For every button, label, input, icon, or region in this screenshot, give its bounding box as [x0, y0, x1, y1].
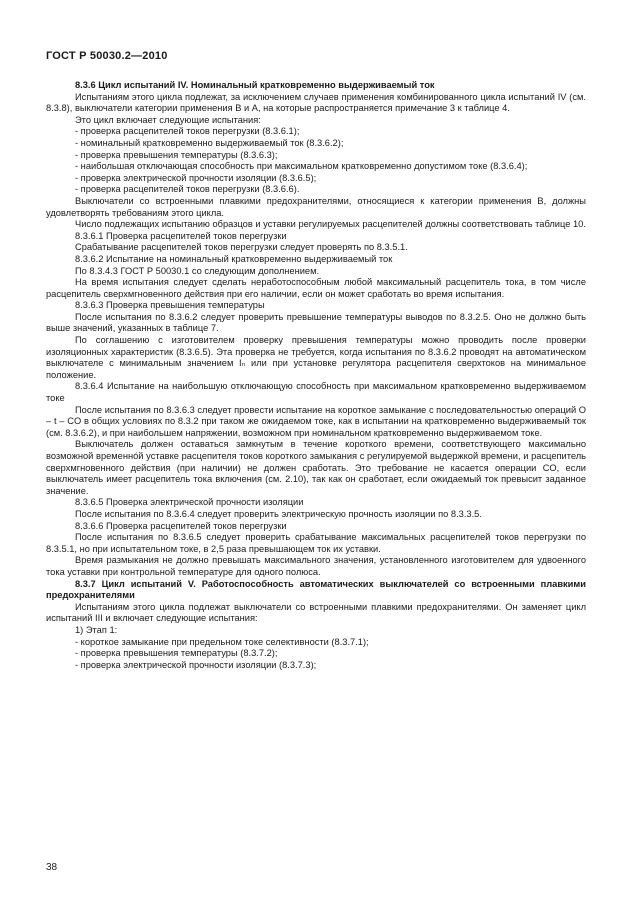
paragraph: - короткое замыкание при предельном токе селективности (8.3.7.1);	[75, 636, 369, 647]
paragraph: 8.3.6.3 Проверка превышения температуры	[75, 300, 265, 311]
paragraph: - проверка расцепителей токов перегрузки (8.3.6.1);	[75, 126, 300, 137]
paragraph: По 8.3.4.3 ГОСТ Р 50030.1 со следующим дополнением.	[75, 265, 320, 276]
paragraph: Выключатель должен оставаться замкнутым в течение короткого времени, соответствующего максимально возможной временнóй уставке расцепителя токов короткого замыкания с регулируемой выдержкой времени, и расцепитель сверхмгновенного действия (при наличии) не должен сработать. Это требование не касается операции CO, если выключатель имеет расцепитель тока включения (см. 2.10), так как он сработает, если ожидаемый ток превысит заданное значение.	[46, 439, 586, 496]
paragraph: - проверка электрической прочности изоляции (8.3.7.3);	[75, 659, 317, 670]
paragraph: - проверка превышения температуры (8.3.7.2);	[75, 648, 278, 659]
paragraph: 8.3.6.1 Проверка расцепителей токов перегрузки	[75, 230, 287, 241]
paragraph: - наибольшая отключающая способность при максимальном кратковременно допустимом токе (8.3.6.4);	[75, 161, 528, 172]
document-body	[46, 80, 586, 671]
paragraph: После испытания по 8.3.6.3 следует провести испытание на короткое замыкание с последовательностью операций O – t – CO в общих условиях по 8.3.2 при таком же ожидаемом токе, как в испытании на кратковременно выдерживаемый ток (см. 8.3.6.2), и при наибольшем напряжении, возможном при номинальном кратковременно выдерживаемом токе.	[46, 404, 586, 438]
paragraph: 8.3.7 Цикл испытаний V. Работоспособность автоматических выключателей со встроенными плавкими предохранителями	[46, 578, 586, 601]
paragraph: - номинальный кратковременно выдерживаемый ток (8.3.6.2);	[75, 137, 344, 148]
page-header: ГОСТ Р 50030.2—2010	[46, 50, 168, 62]
paragraph: После испытания по 8.3.6.2 следует проверить превышение температуры выводов по 8.3.2.5. Оно не должно быть выше значений, указанных в таблице 7.	[46, 311, 586, 334]
paragraph: Это цикл включает следующие испытания:	[75, 114, 261, 125]
paragraph: Выключатели со встроенными плавкими предохранителями, относящиеся к категории применения B, должны удовлетворять требованиям этого цикла.	[46, 195, 586, 218]
paragraph: Испытаниям этого цикла подлежат, за исключением случаев применения комбинированного цикла испытаний IV (см. 8.3.8), выключатели категории применения B и A, на которые распространяется примечание 3 к таблице 4.	[46, 91, 586, 114]
paragraph: Испытаниям этого цикла подлежат выключатели со встроенными плавкими предохранителями. Он заменяет цикл испытаний III и включает следующие испытания:	[46, 601, 586, 624]
paragraph: 8.3.6.5 Проверка электрической прочности изоляции	[75, 497, 304, 508]
paragraph: 8.3.6.2 Испытание на номинальный кратковременно выдерживаемый ток	[75, 253, 393, 264]
paragraph: Срабатывание расцепителей токов перегрузки следует проверять по 8.3.5.1.	[75, 242, 408, 253]
paragraph: - проверка превышения температуры (8.3.6.3);	[75, 149, 278, 160]
paragraph: 8.3.6 Цикл испытаний IV. Номинальный кратковременно выдерживаемый ток	[75, 80, 435, 90]
paragraph: После испытания по 8.3.6.5 следует проверить срабатывание максимальных расцепителей токов перегрузки по 8.3.5.1, но при испытательном токе, в 2,5 раза превышающем ток их уставки.	[46, 532, 586, 554]
paragraph: После испытания по 8.3.6.4 следует проверить электрическую прочность изоляции по 8.3.3.5.	[75, 508, 482, 519]
paragraph: По соглашению с изготовителем проверку превышения температуры можно проводить после проверки изоляционных характеристик (8.3.6.5). Эта проверка не требуется, когда испытания по 8.3.6.2 проводят на автоматическом выключателе с минимальным значением Iₙ или при установке регулятора расцепителя сверхтоков на минимальное положение.	[46, 335, 586, 380]
paragraph: Число подлежащих испытанию образцов и уставки регулируемых расцепителей должны соответствовать таблице 10.	[75, 219, 586, 230]
paragraph: Время размыкания не должно превышать максимального значения, установленного изготовителем для удвоенного тока уставки при контрольной температуре для одного полюса.	[46, 555, 586, 577]
paragraph: На время испытания следует сделать неработоспособным любой максимальный расцепитель тока, в том числе расцепитель сверхмгновенного действия при его наличии, если он может сработать во время испытания.	[46, 277, 586, 299]
paragraph: 8.3.6.6 Проверка расцепителей токов перегрузки	[75, 520, 287, 531]
page-number: 38	[46, 862, 58, 873]
paragraph: - проверка электрической прочности изоляции (8.3.6.5);	[75, 172, 317, 183]
paragraph: 8.3.6.4 Испытание на наибольшую отключающую способность при максимальном кратковременно выдерживаемом токе	[46, 381, 586, 404]
paragraph: - проверка расцепителей токов перегрузки (8.3.6.6).	[75, 184, 300, 195]
paragraph: 1) Этап 1:	[75, 624, 118, 635]
